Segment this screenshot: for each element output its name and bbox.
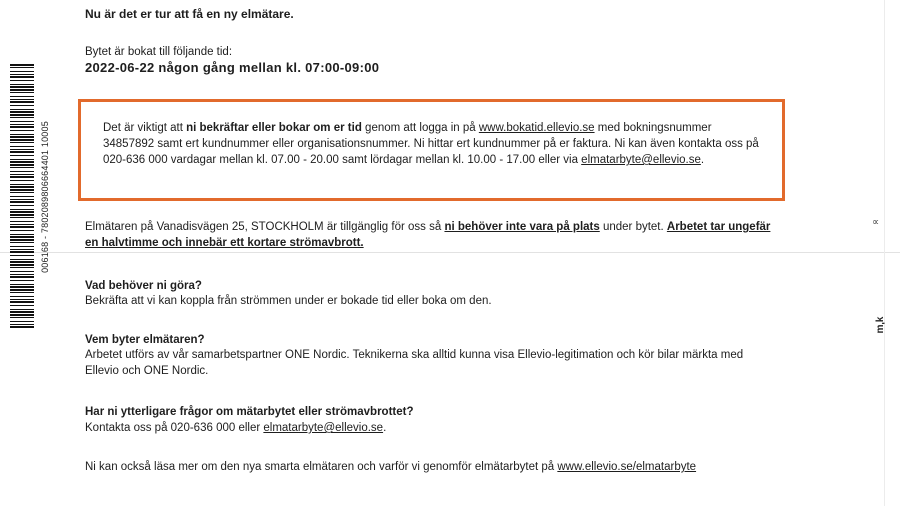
section2-title: Vem byter elmätaren?: [85, 334, 205, 346]
access-emphasis-2: Arbetet tar ungefär en halvtimme och innebär ett kortare strömavbrott.: [85, 221, 771, 249]
notice-text-3: med bokningsnummer 34857892 samt ert kundnummer eller organisationsnummer. Ni hittar ert kundnummer på er faktura. Ni kan även kontakta oss på 020-636 000 vardagar mellan kl. 07.00 - 20.00 samt lördagar mellan kl. 10.00 - 17.00 eller via: [103, 122, 759, 166]
access-emphasis-1: ni behöver inte vara på plats: [444, 221, 600, 233]
section3-text-1: Kontakta oss på 020-636 000 eller: [85, 422, 264, 434]
footer-text: Ni kan också läsa mer om den nya smarta elmätaren och varför vi genomför elmätarbytet på: [85, 461, 558, 473]
booked-time: 2022-06-22 någon gång mellan kl. 07:00-09:00: [85, 60, 380, 75]
section3-email-link[interactable]: elmatarbyte@ellevio.se: [263, 422, 384, 434]
paper-fold-line: [0, 252, 900, 253]
notice-text: [103, 120, 763, 168]
barcode-image: [10, 64, 34, 330]
margin-mark-rotated: ʞ'ɯ: [874, 316, 886, 334]
notice-text-2: genom att logga in på: [361, 122, 479, 134]
section1-body: Bekräfta att vi kan koppla från strömmen under er bokade tid eller boka om den.: [85, 295, 492, 307]
notice-emphasis: ni bekräftar eller bokar om er tid: [186, 122, 362, 134]
booked-label: Bytet är bokat till följande tid:: [85, 46, 233, 58]
access-text-1: Elmätaren på Vanadisvägen 25, STOCKHOLM är tillgänglig för oss så: [85, 221, 445, 233]
access-paragraph: [85, 219, 785, 251]
section1-title: Vad behöver ni göra?: [85, 280, 202, 292]
access-text-2: under bytet.: [599, 221, 667, 233]
paper-edge-line: [884, 0, 885, 506]
section3-text-2: .: [383, 422, 387, 434]
bokatid-link[interactable]: www.bokatid.ellevio.se: [478, 122, 595, 134]
margin-mark: ∝: [872, 217, 880, 228]
section2-body: Arbetet utförs av vår samarbetspartner ONE Nordic. Teknikerna ska alltid kunna visa Ellevio-legitimation och kör bilar märkta med Ellevio och ONE Nordic.: [85, 349, 744, 377]
notice-text-4: .: [700, 154, 705, 166]
notice-box: [78, 99, 785, 201]
notice-text-1: Det är viktigt att: [103, 122, 187, 134]
letter-heading: Nu är det er tur att få en ny elmätare.: [85, 7, 294, 21]
barcode-number: 006168 - 7802089806664401 10005: [40, 121, 50, 273]
section3-title: Har ni ytterligare frågor om mätarbytet eller strömavbrottet?: [85, 406, 414, 418]
footer-paragraph: [85, 459, 696, 475]
section3-body: [85, 420, 386, 436]
notice-email-link[interactable]: elmatarbyte@ellevio.se: [581, 154, 701, 166]
ellevio-info-link[interactable]: www.ellevio.se/elmatarbyte: [557, 461, 697, 473]
